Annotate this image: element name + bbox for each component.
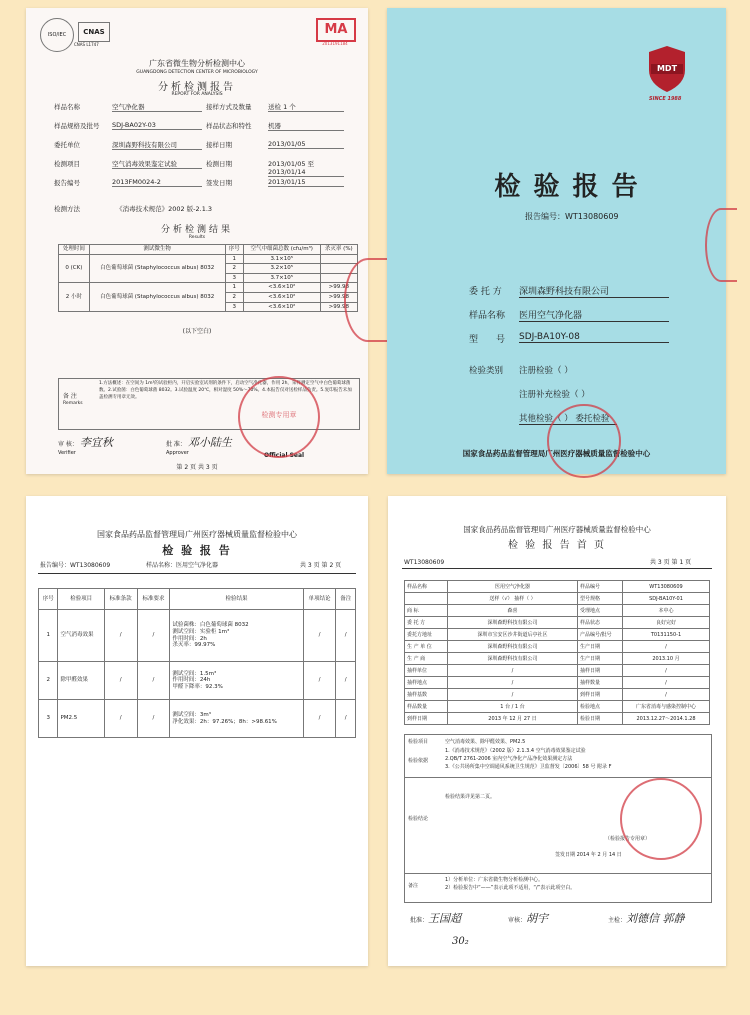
info-row <box>54 140 344 156</box>
info-value: SDJ-BA02Y-03 <box>112 121 202 130</box>
cover-field-label: 型 号 <box>469 335 506 345</box>
info-value: 2013FM0024-2 <box>112 178 202 187</box>
issue-date: 签发日期 2014 年 2 月 14 日 <box>555 852 622 858</box>
verifier-row <box>58 434 113 456</box>
p3-sample-name: 样品名称：医用空气净化器 <box>146 562 219 569</box>
info-label: 委托单位 <box>54 141 80 149</box>
info-row: 样品数量 1 台 / 1 台 检验地点 广东省消毒与感染控制中心 <box>405 701 710 713</box>
cma-code: 2013191184 <box>322 41 348 46</box>
type-label: 检验类别 <box>469 366 504 376</box>
table-header: 标准要求 <box>137 589 170 610</box>
sign-note: （检验报告专用章） <box>605 836 651 842</box>
info-value: 机器 <box>268 121 344 131</box>
p4-page: 共 3 页 第 1 页 <box>650 559 692 566</box>
since-text: SINCE 1988 <box>649 96 682 102</box>
p3-results-table <box>38 588 356 738</box>
table-row: 1 空气消毒效果 / / 试验菌株：白色葡萄球菌 8032 测试空间：实验柜 1m³ 作用时间：2h 杀灭率：99.97% / / <box>39 610 356 662</box>
info-label: 检测项目 <box>54 160 80 168</box>
center-name-en: GUANGDONG DETECTION CENTER OF MICROBIOLOGY <box>136 70 258 75</box>
verifier-signature: 李宜秋 <box>79 436 113 449</box>
verify-signature: 胡宇 <box>526 912 549 925</box>
method-label: 检测方法 <box>54 205 80 213</box>
info-value: 送检 1 个 <box>268 102 344 112</box>
table-row: 2 小时 白色葡萄球菌 (Staphylococcus albus) 8032 1 <3.6×10² >99.98 <box>59 283 358 293</box>
table-header: 杀灭率 (%) <box>320 245 357 255</box>
table-row: 3 <3.6×10² >99.98 <box>59 302 358 312</box>
approver-label: 批 准： <box>166 441 186 448</box>
verifier-label: 审 核： <box>58 441 78 448</box>
cnas-logo: CNAS <box>78 22 110 42</box>
remarks-label: 备 注 <box>63 393 77 400</box>
cover-field-value: SDJ-BA10Y-08 <box>519 332 669 343</box>
microbiology-report-page <box>26 8 368 474</box>
p3-org: 国家食品药品监督管理局广州医疗器械质量监督检验中心 <box>97 530 297 539</box>
method-row <box>54 204 212 213</box>
p4-approve: 批准：王国超 <box>410 912 462 925</box>
verifier-en: Verifier <box>58 450 76 456</box>
table-row: 3 3.7×10⁵ <box>59 273 358 283</box>
page-number: 第 2 页 共 3 页 <box>176 464 218 471</box>
info-label: 接样方式及数量 <box>206 103 252 111</box>
result-line: 测试空间：实验柜 1m³ <box>172 628 230 635</box>
cover-field <box>469 284 689 297</box>
result-line: 测试空间：1.5m³ <box>172 670 217 677</box>
results-table <box>58 244 358 312</box>
info-value: 2013/01/05 <box>268 140 344 149</box>
type-option-1: 注册检验（ ） <box>519 366 573 376</box>
result-line: 杀灭率：99.97% <box>172 642 216 649</box>
p4-report-no: WT13080609 <box>404 559 445 566</box>
result-line: 净化效果：2h：97.26%；8h：>98.61% <box>172 718 277 725</box>
cover-field-label: 委 托 方 <box>469 287 502 297</box>
info-label: 样品规格及批号 <box>54 122 100 130</box>
blank-note: (以下空白) <box>182 328 212 335</box>
approver-en: Approver <box>166 450 189 456</box>
cover-field <box>469 308 689 321</box>
info-row: 样品名称 医用空气净化器 样品编号 WT13080609 <box>405 581 710 593</box>
result-line: 作用时间：24h <box>172 677 211 684</box>
info-row: 抽样地点 / 抽样数量 / <box>405 677 710 689</box>
type-option-3: 其他检验（ ） 委托检验 <box>519 412 617 425</box>
table-header: 检验项目 <box>58 589 104 610</box>
table-row: 2 除甲醛效果 / / 测试空间：1.5m³ 作用时间：24h 甲醛下降率：92.3% / / <box>39 662 356 700</box>
info-value: 空气净化器 <box>112 102 202 112</box>
info-value: 空气消毒效果鉴定试验 <box>112 159 202 169</box>
cover-footer-org: 国家食品药品监督管理局广州医疗器械质量监督检验中心 <box>462 449 651 458</box>
p4-org: 国家食品药品监督管理局广州医疗器械质量监督检验中心 <box>463 525 651 534</box>
remark-label: 备注 <box>408 883 419 889</box>
cover-edge-stamp <box>705 208 737 282</box>
info-label: 报告编号 <box>54 179 80 187</box>
center-name: 广东省微生物分析检测中心 <box>149 59 245 68</box>
basis-item: 2.QB/T 2761-2006 室内空气净化产品净化效果测定方法 <box>445 756 573 762</box>
info-row: 抽样基数 / 到样日期 / <box>405 689 710 701</box>
remarks-text: 1.方法概述：在空间为 1m³的试验柜内，开启实验室试剂的条件下，启动空气净化器，作用 2h，采样测定空气中白色葡萄球菌数。2.试验菌：白色葡萄球菌 8032。3.试验温度 20℃，相对湿度 50%～70%。4.本报告仅对送检样品负责。5.复印报告未加盖检测专用章无效。 <box>99 381 352 400</box>
table-header: 单项结论 <box>303 589 336 610</box>
result-line: 试验菌株：白色葡萄球菌 8032 <box>172 622 249 629</box>
result-line: 甲醛下降率：92.3% <box>172 683 223 690</box>
info-value: 2013/01/15 <box>268 178 344 187</box>
info-label: 样品名称 <box>54 103 80 111</box>
basis-item: 3.《公共场所集中空调通风系统卫生规范》卫监督发〔2006〕58 号 附录 F <box>445 764 612 770</box>
info-row: 委 托 方 深圳森野科技有限公司 样品状态 良好完好 <box>405 617 710 629</box>
ilac-logo: ISO/IEC <box>40 18 74 52</box>
cover-stamp <box>547 404 621 478</box>
official-seal-label: Official Seal <box>264 452 305 459</box>
info-label: 接样日期 <box>206 141 232 149</box>
table-row: 0 (CK) 白色葡萄球菌 (Staphylococcus albus) 8032 1 3.1×10⁵ <box>59 254 358 264</box>
cma-logo: MA <box>316 18 356 42</box>
info-value: 2013/01/05 至 2013/01/14 <box>268 159 344 177</box>
info-row <box>54 159 344 175</box>
p4-verify: 审核：胡宇 <box>508 912 549 925</box>
approver-signature: 邓小陆生 <box>187 436 232 449</box>
conclusion-value: 检验结果详见第二页。 <box>445 794 496 800</box>
info-row: 生 产 商 深圳森野科技有限公司 生产日期 2013.10 月 <box>405 653 710 665</box>
results-title: 分析检测结果 <box>160 225 233 235</box>
info-row: 抽样单位 / 抽样日期 / <box>405 665 710 677</box>
report-title: 分析检测报告 <box>158 82 236 93</box>
cover-field-label: 样品名称 <box>469 311 506 321</box>
info-row: 商 标 森喜 受理地点 本中心 <box>405 605 710 617</box>
inspection-report-front-page <box>388 496 726 966</box>
p3-page: 共 3 页 第 2 页 <box>300 562 342 569</box>
result-line: 测试空间：3m³ <box>172 711 211 718</box>
inspect-signature: 刘德信 郭静 <box>626 912 685 925</box>
info-row: 送样（√） 抽样（ ） 型号规格 SDJ-BA10Y-01 <box>405 593 710 605</box>
approve-signature: 王国超 <box>428 912 462 925</box>
table-header: 序号 <box>225 245 243 255</box>
cover-field <box>469 332 689 345</box>
inspection-report-results-page <box>26 496 368 966</box>
cover-field-value: 医用空气净化器 <box>519 308 669 322</box>
p3-report-no: 报告编号：WT13080609 <box>40 562 111 569</box>
p4-title: 检 验 报 告 首 页 <box>508 540 606 551</box>
table-row: 2 3.2×10⁵ <box>59 264 358 274</box>
approver-row <box>166 434 232 456</box>
table-header: 备注 <box>336 589 356 610</box>
info-label: 签发日期 <box>206 179 232 187</box>
p4-info-table <box>404 580 710 725</box>
info-label: 样品状态和特性 <box>206 122 252 130</box>
info-row <box>54 178 344 194</box>
remark-item: 1）分析单位：广东省微生物分析检测中心。 <box>445 877 544 883</box>
basis-list <box>445 747 705 771</box>
p3-rule <box>38 573 356 574</box>
p4-rule <box>402 568 712 569</box>
info-value: 深圳森野科技有限公司 <box>112 140 202 150</box>
handwritten-note: 30₂ <box>452 936 469 947</box>
method-value: 《消毒技术规范》2002 版-2.1.3 <box>116 205 213 213</box>
report-title-en: REPORT FOR ANALYSIS <box>171 92 223 97</box>
cover-report-no: 报告编号：WT13080609 <box>525 212 619 221</box>
cover-field-value: 深圳森野科技有限公司 <box>519 284 669 298</box>
p4-stamp <box>620 778 702 860</box>
remarks-list <box>445 876 575 892</box>
type-option-2: 注册补充检验（ ） <box>519 390 590 400</box>
table-header: 检验结果 <box>170 589 303 610</box>
info-row <box>54 121 344 137</box>
info-row: 到样日期 2013 年 12 月 27 日 检验日期 2013.12.27～2014.1.28 <box>405 713 710 725</box>
p4-remarks-box <box>404 872 712 903</box>
remark-item: 2）检验报告中“——”表示此项不适用，“/”表示此项空白。 <box>445 885 576 891</box>
items-value: 空气消毒效果、除甲醛效果、PM2.5 <box>445 739 526 745</box>
table-header: 处理时间 <box>59 245 90 255</box>
table-row: 2 <3.6×10² >99.98 <box>59 292 358 302</box>
cover-title: 检 验 报 告 <box>494 172 640 202</box>
table-header: 空气中细菌总数 (cfu/m³) <box>243 245 320 255</box>
basis-label: 检验依据 <box>408 758 429 764</box>
info-row: 生 产 单 位 深圳森野科技有限公司 生产日期 / <box>405 641 710 653</box>
items-label: 检验项目 <box>408 739 429 745</box>
table-header: 测试微生物 <box>89 245 225 255</box>
p3-title: 检 验 报 告 <box>162 544 232 557</box>
inspection-stamp: 检测专用章 <box>238 376 320 458</box>
table-header: 标准条款 <box>104 589 137 610</box>
inspection-report-cover <box>387 8 726 474</box>
results-title-en: Results <box>188 235 206 240</box>
remarks-label-en: Remarks <box>63 401 83 406</box>
cnas-code: CNAS L1747 <box>74 42 99 47</box>
basis-item: 1.《消毒技术规范》（2002 版）2.1.3.4 空气消毒效果鉴定试验 <box>445 748 586 754</box>
edge-stamp <box>344 258 392 342</box>
conclusion-label: 检验结论 <box>408 816 429 822</box>
result-line: 作用时间：2h <box>172 635 207 642</box>
info-row <box>54 102 344 118</box>
p4-inspect: 主检：刘德信 郭静 <box>608 912 685 925</box>
mdt-shield-logo: MDT <box>645 44 689 94</box>
info-label: 检测日期 <box>206 160 232 168</box>
table-row: 3 PM2.5 / / 测试空间：3m³ 净化效果：2h：97.26%；8h：>98.61% / / <box>39 700 356 738</box>
table-header: 序号 <box>39 589 58 610</box>
info-row: 委托方地址 深圳市宝安区沙井街道后亭社区 产品编号/批号 T0131150-1 <box>405 629 710 641</box>
